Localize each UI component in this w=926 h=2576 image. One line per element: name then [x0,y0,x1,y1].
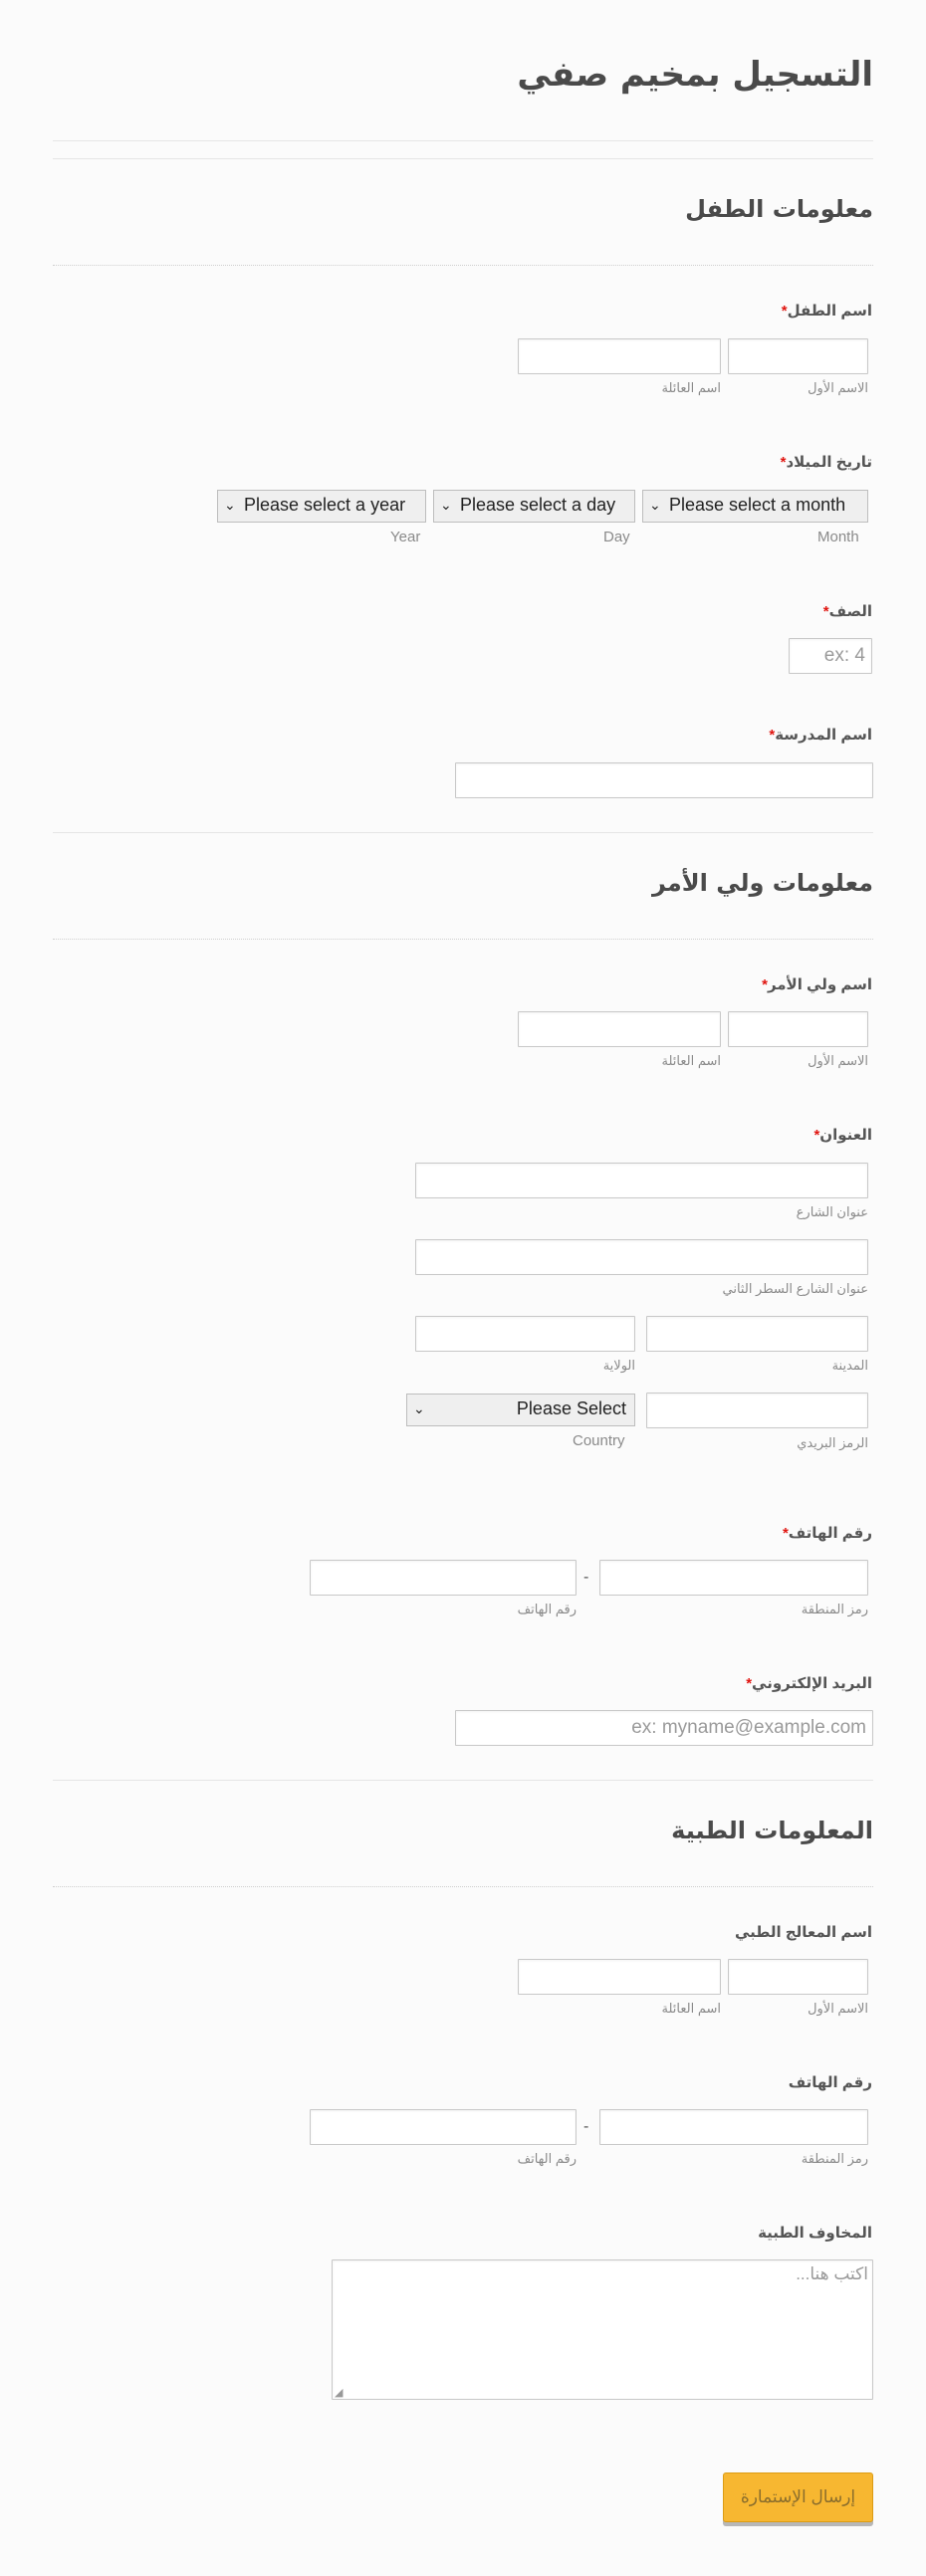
section-title-guardian: معلومات ولي الأمر [651,869,873,897]
concerns-placeholder: ...اكتب هنا [796,2264,868,2283]
area-code-sublabel: رمز المنطقة [801,1602,868,1616]
select-value: Please select a year [244,495,406,515]
medical-concerns-textarea[interactable] [332,2259,873,2400]
zip-sublabel: الرمز البريدي [797,1435,868,1450]
chevron-down-icon: ⌄ [649,497,661,513]
email-input[interactable] [455,1710,873,1746]
page-title: التسجيل بمخيم صفي [517,55,873,95]
label-text: رقم الهاتف [788,2074,872,2091]
birth-year-select[interactable] [217,490,426,523]
select-value: Please select a month [669,495,846,515]
year-sublabel: Year [390,529,421,545]
label-text: تاريخ الميلاد [786,454,872,471]
guardian-phone-input[interactable] [310,1560,577,1596]
chevron-down-icon: ⌄ [413,1400,425,1416]
birth-month-select[interactable] [642,490,868,523]
birth-date-label [781,453,872,471]
chevron-down-icon: ⌄ [440,497,452,513]
section-title-medical: المعلومات الطبية [671,1817,873,1844]
label-text: الصف [828,603,872,620]
guardian-last-name-input[interactable] [518,1011,721,1047]
city-sublabel: المدينة [831,1358,868,1373]
required-mark: * [769,727,776,744]
divider [53,158,873,159]
guardian-phone-label [783,1524,872,1542]
child-name-label [782,302,872,320]
doctor-phone-label [789,2073,872,2091]
city-input[interactable] [646,1316,868,1352]
label-text: اسم الطفل [787,303,872,320]
email-placeholder: ex: myname@example.com [631,1717,866,1738]
required-mark: * [782,1525,789,1542]
guardian-area-code-input[interactable] [599,1560,868,1596]
divider [53,140,873,141]
label-text: رقم الهاتف [788,1525,872,1542]
guardian-first-name-input[interactable] [728,1011,868,1047]
country-sublabel: Country [573,1432,625,1449]
first-name-sublabel: الاسم الأول [808,2001,868,2016]
child-last-name-input[interactable] [518,338,721,374]
zip-input[interactable] [646,1393,868,1428]
required-mark: * [813,1127,820,1144]
school-name-input[interactable] [455,762,873,798]
doctor-area-code-input[interactable] [599,2109,868,2145]
divider [53,265,873,266]
required-mark: * [781,303,788,320]
label-text: المخاوف الطبية [758,2225,872,2242]
email-label [746,1674,872,1692]
doctor-name-label [735,1923,872,1941]
select-value: Please select a day [460,495,616,515]
submit-label: إرسال الإستمارة [740,2487,856,2506]
street-address-input[interactable] [415,1163,868,1198]
chevron-down-icon: ⌄ [224,497,236,513]
state-sublabel: الولاية [602,1358,635,1373]
phone-separator: - [583,1569,589,1586]
grade-placeholder: ex: 4 [823,645,865,666]
required-mark: * [780,454,787,471]
street2-sublabel: عنوان الشارع السطر الثاني [722,1281,868,1296]
grade-label [823,602,872,620]
month-sublabel: Month [817,529,859,545]
doctor-last-name-input[interactable] [518,1959,721,1995]
medical-concerns-label [758,2224,872,2242]
street-sublabel: عنوان الشارع [796,1204,868,1219]
guardian-name-label [762,975,872,993]
last-name-sublabel: اسم العائلة [661,2001,721,2016]
birth-day-select[interactable] [433,490,635,523]
first-name-sublabel: الاسم الأول [808,380,868,395]
required-mark: * [746,1675,753,1692]
grade-input[interactable] [789,638,872,674]
required-mark: * [762,976,768,993]
divider [53,939,873,940]
street-address-line2-input[interactable] [415,1239,868,1275]
label-text: اسم المدرسة [775,727,872,744]
label-text: اسم المعالج الطبي [734,1924,872,1941]
first-name-sublabel: الاسم الأول [808,1053,868,1068]
select-value: Please Select [516,1398,626,1418]
phone-sublabel: رقم الهاتف [517,2151,577,2166]
phone-sublabel: رقم الهاتف [517,1602,577,1616]
address-label [813,1126,872,1144]
area-code-sublabel: رمز المنطقة [801,2151,868,2166]
required-mark: * [822,603,829,620]
last-name-sublabel: اسم العائلة [661,1053,721,1068]
doctor-first-name-input[interactable] [728,1959,868,1995]
divider [53,832,873,833]
section-title-child: معلومات الطفل [685,195,873,223]
label-text: اسم ولي الأمر [767,976,872,993]
doctor-phone-input[interactable] [310,2109,577,2145]
country-select[interactable] [406,1394,635,1426]
child-first-name-input[interactable] [728,338,868,374]
state-input[interactable] [415,1316,635,1352]
label-text: البريد الإلكتروني [752,1675,872,1692]
day-sublabel: Day [603,529,630,545]
school-name-label [769,726,872,744]
submit-button[interactable] [723,2472,873,2522]
phone-separator: - [583,2118,589,2135]
last-name-sublabel: اسم العائلة [661,380,721,395]
resize-handle-icon[interactable]: ◢ [335,2387,344,2399]
divider [53,1780,873,1781]
divider [53,1886,873,1887]
label-text: العنوان [819,1127,872,1144]
